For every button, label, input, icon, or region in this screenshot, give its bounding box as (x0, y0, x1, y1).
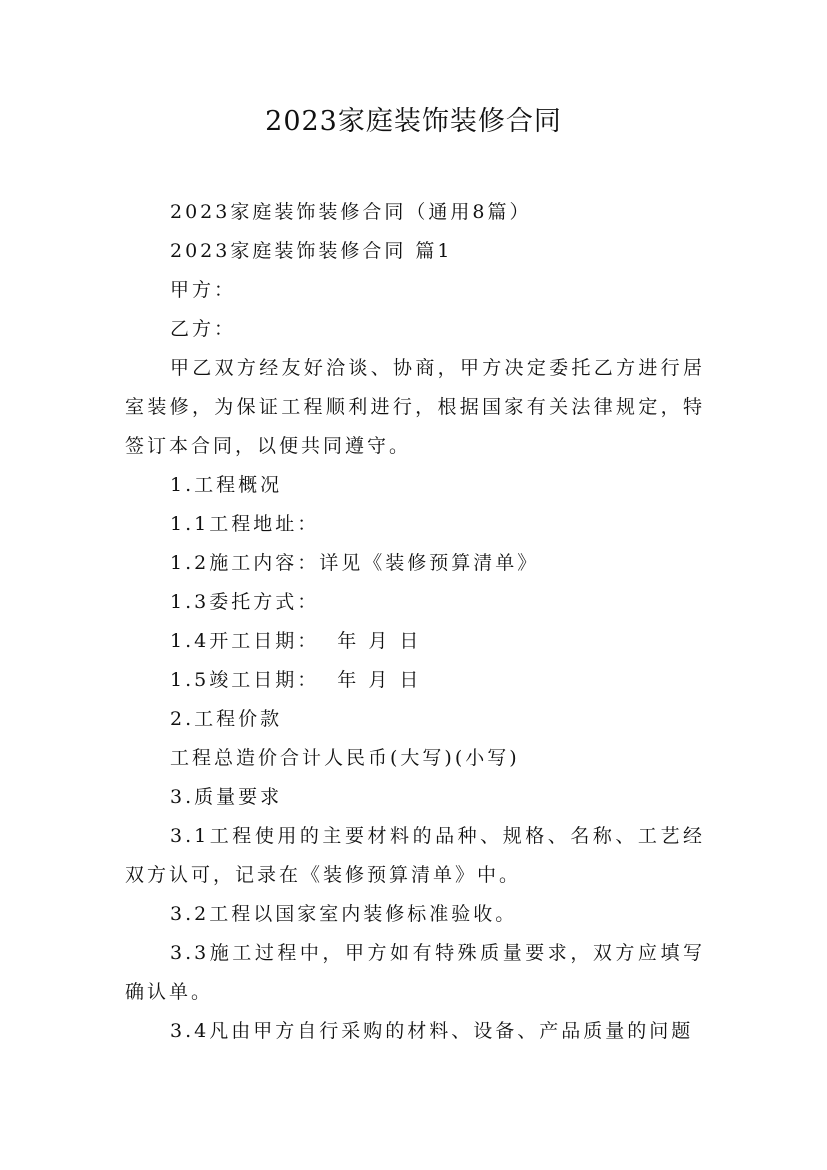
paragraph-clause-1-3: 1.3委托方式： (170, 591, 320, 613)
document-title: 2023家庭装饰装修合同 (265, 106, 562, 137)
document-body (125, 193, 705, 1051)
paragraph-clause-3-3: 3.3施工过程中，甲方如有特殊质量要求，双方应填写确认单。 (125, 942, 705, 1003)
paragraph-party-b: 乙方： (170, 318, 237, 340)
paragraph-clause-3-4: 3.4凡由甲方自行采购的材料、设备、产品质量的问题 (170, 1020, 694, 1042)
paragraph-clause-1-5: 1.5竣工日期： 年 月 日 (170, 669, 422, 691)
paragraph-section-heading: 2023家庭装饰装修合同 篇1 (170, 240, 453, 262)
paragraph-clause-1-1: 1.1工程地址： (170, 513, 320, 535)
paragraph-clause-3-2: 3.2工程以国家室内装修标准验收。 (170, 903, 518, 925)
paragraph-preamble: 甲乙双方经友好洽谈、协商，甲方决定委托乙方进行居室装修，为保证工程顺利进行，根据国家有关法律规定，特签订本合同，以便共同遵守。 (125, 357, 705, 457)
paragraph-clause-3-1: 3.1工程使用的主要材料的品种、规格、名称、工艺经双方认可，记录在《装修预算清单》中。 (125, 825, 705, 886)
paragraph-party-a: 甲方： (170, 279, 237, 301)
paragraph-clause-1: 1.工程概况 (170, 474, 283, 496)
paragraph-clause-2: 2.工程价款 (170, 708, 283, 730)
paragraph-clause-2-text: 工程总造价合计人民币(大写)(小写) (170, 747, 520, 769)
paragraph-clause-1-2: 1.2施工内容：详见《装修预算清单》 (170, 552, 540, 574)
paragraph-clause-3: 3.质量要求 (170, 786, 283, 808)
paragraph-clause-1-4: 1.4开工日期： 年 月 日 (170, 630, 422, 652)
paragraph-subtitle: 2023家庭装饰装修合同（通用8篇） (170, 201, 532, 223)
